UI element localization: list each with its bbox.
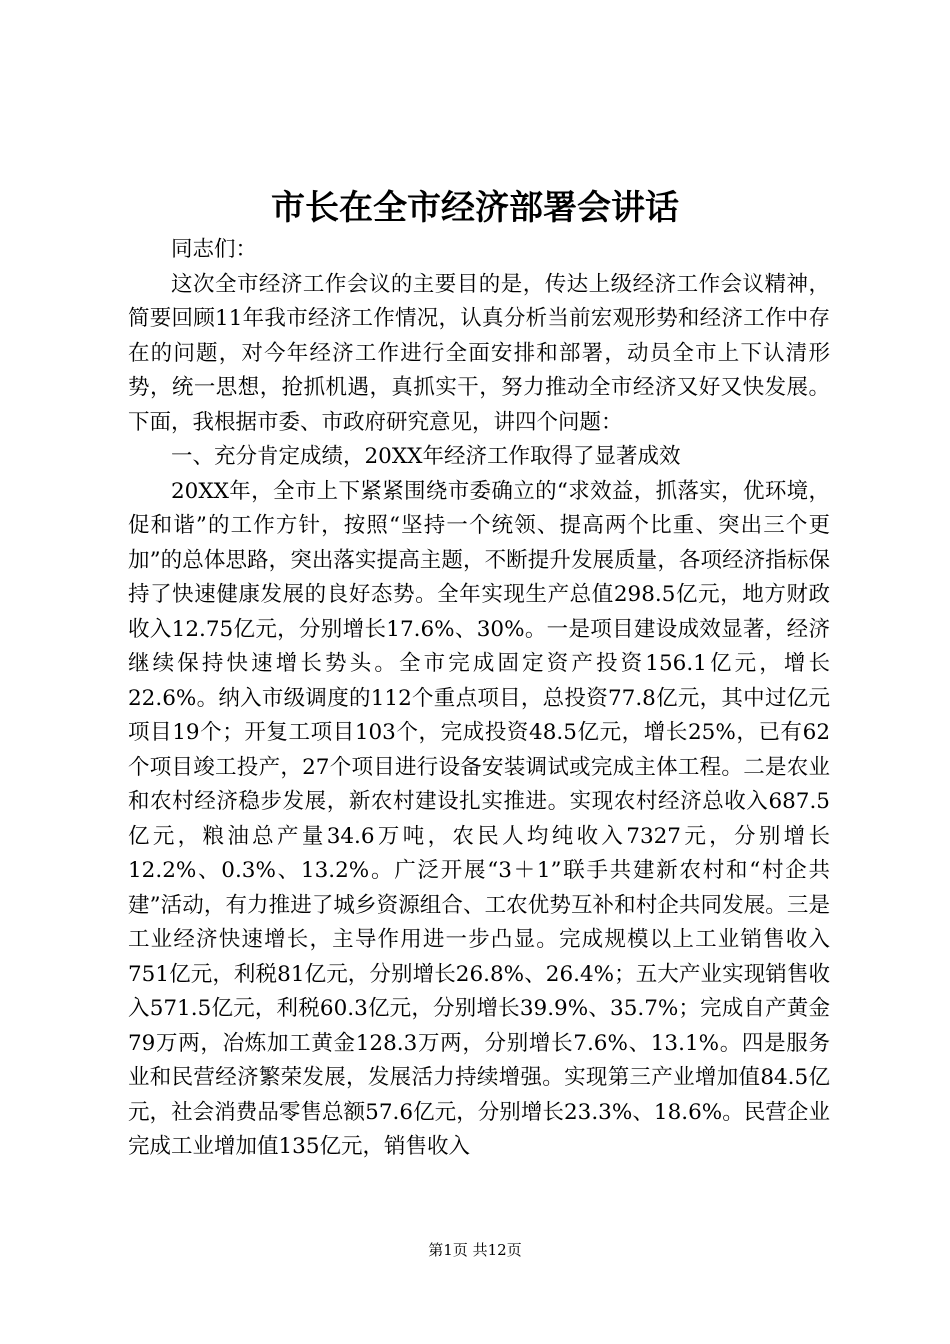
document-title: 市长在全市经济部署会讲话	[271, 188, 679, 228]
page-footer: 第1页 共12页	[428, 1241, 522, 1259]
document-body	[128, 233, 830, 1165]
intro-paragraph: 这次全市经济工作会议的主要目的是，传达上级经济工作会议精神，简要回顾11年我市经济工作情况，认真分析当前宏观形势和经济工作中存在的问题，对今年经济工作进行全面安排和部署，动员全市上下认清形势，统一思想，抢抓机遇，真抓实干，努力推动全市经济又好又快发展。下面，我根据市委、市政府研究意见，讲四个问题：	[128, 271, 830, 435]
section-heading: 一、充分肯定成绩，20XX年经济工作取得了显著成效	[171, 444, 681, 469]
salutation-paragraph: 同志们：	[171, 237, 258, 262]
body-paragraph: 20XX年，全市上下紧紧围绕市委确立的“求效益，抓落实，优环境，促和谐”的工作方针，按照“坚持一个统领、提高两个比重、突出三个更加”的总体思路，突出落实提高主题，不断提升发展质量，各项经济指标保持了快速健康发展的良好态势。全年实现生产总值298.5亿元，地方财政收入12.75亿元，分别增长17.6%、30%。一是项目建设成效显著，经济继续保持快速增长势头。全市完成固定资产投资156.1亿元，增长22.6%。纳入市级调度的112个重点项目，总投资77.8亿元，其中过亿元项目19个；开复工项目103个，完成投资48.5亿元，增长25%，已有62个项目竣工投产，27个项目进行设备安装调试或完成主体工程。二是农业和农村经济稳步发展，新农村建设扎实推进。实现农村经济总收入687.5亿元，粮油总产量34.6万吨，农民人均纯收入7327元，分别增长12.2%、0.3%、13.2%。广泛开展“3＋1”联手共建新农村和“村企共建”活动，有力推进了城乡资源组合、工农优势互补和村企共同发展。三是工业经济快速增长，主导作用进一步凸显。完成规模以上工业销售收入751亿元，利税81亿元，分别增长26.8%、26.4%；五大产业实现销售收入571.5亿元，利税60.3亿元，分别增长39.9%、35.7%；完成自产黄金79万两，冶炼加工黄金128.3万两，分别增长7.6%、13.1%。四是服务业和民营经济繁荣发展，发展活力持续增强。实现第三产业增加值84.5亿元，社会消费品零售总额57.6亿元，分别增长23.3%、18.6%。民营企业完成工业增加值135亿元，销售收入	[128, 478, 830, 1159]
